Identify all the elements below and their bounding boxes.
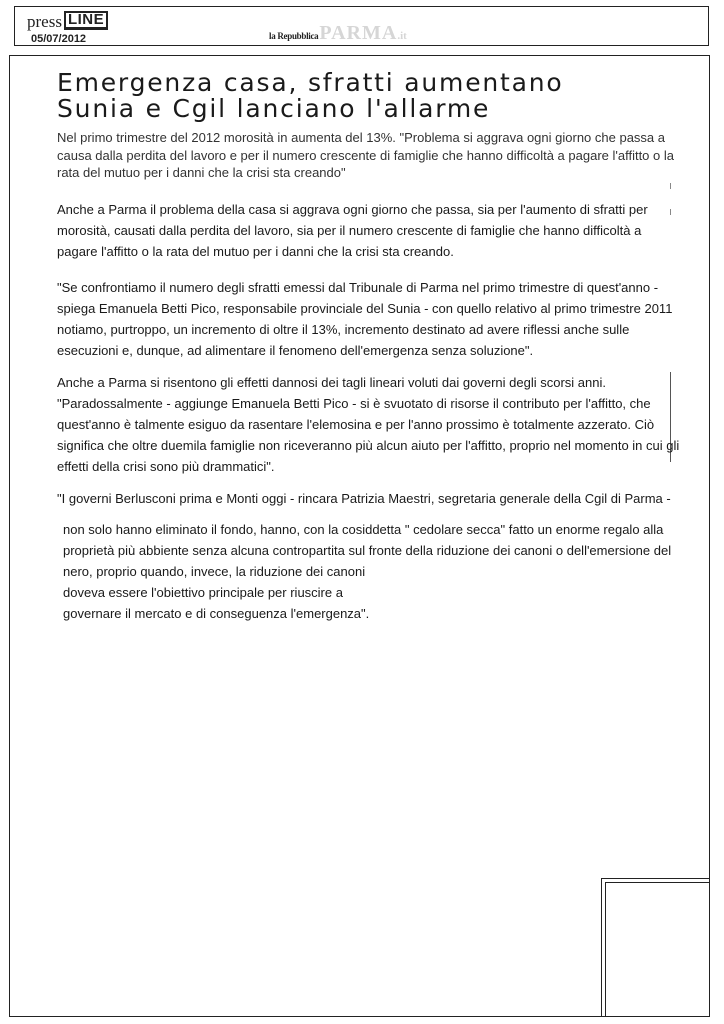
title-line: Sunia e Cgil lanciano l'allarme <box>57 94 491 123</box>
source-city: PARMA <box>319 22 398 44</box>
paragraph-line: quest'anno è talmente esiguo da rasentare l'elemosina e per l'anno prossimo è totalmente azzerato. Ciò <box>57 417 655 432</box>
article-paragraph <box>57 199 677 262</box>
source-publication: la Repubblica <box>269 31 319 41</box>
logo-line-word: LINE <box>64 11 108 30</box>
lead-line: causa dalla perdita del lavoro e per il numero crescente di famiglie che hanno difficoltà a pagare l'affitto o la <box>57 147 674 163</box>
article-title <box>57 70 677 122</box>
margin-mark <box>670 183 671 189</box>
paragraph-line: esecuzioni e, dunque, ad alimentare il fenomeno dell'emergenza senza soluzione". <box>57 343 534 358</box>
header-box <box>14 6 709 46</box>
paragraph-line: spiega Emanuela Betti Pico, responsabile provinciale del Sunia - con quello relativo al primo trimestre 2011 <box>57 301 673 316</box>
pressline-logo <box>27 10 108 30</box>
press-date: 05/07/2012 <box>31 33 87 45</box>
logo-press-word: press <box>27 12 62 31</box>
paragraph-line: "I governi Berlusconi prima e Monti oggi - rincara Patrizia Maestri, segretaria generale della Cgil di Parma - <box>57 491 671 506</box>
paragraph-line: Anche a Parma il problema della casa si aggrava ogni giorno che passa, sia per l'aumento di sfratti per <box>57 202 648 217</box>
article-paragraph <box>63 519 683 624</box>
article-paragraph <box>57 488 677 509</box>
corner-box-inner <box>605 882 710 1017</box>
paragraph-line: notiamo, purtroppo, un incremento di oltre il 13%, incremento destinato ad avere riflessi anche sulle <box>57 322 630 337</box>
lead-line: Nel primo trimestre del 2012 morosità in aumenta del 13%. "Problema si aggrava ogni giorno che passa a <box>57 130 665 145</box>
source-tld: .it <box>397 30 407 42</box>
paragraph-line: "Paradossalmente - aggiunge Emanuela Betti Pico - si è svuotato di risorse il contributo per l'affitto, che <box>57 396 651 411</box>
paragraph-line: effetti della crisi sono più drammatici". <box>57 459 275 474</box>
article-paragraph <box>57 277 677 361</box>
paragraph-line: non solo hanno eliminato il fondo, hanno, con la cosiddetta " cedolare secca" fatto un enorme regalo alla <box>63 522 664 537</box>
paragraph-line: morosità, causati dalla perdita del lavoro, sia per il numero crescente di famiglie che hanno difficoltà a <box>57 223 642 238</box>
paragraph-line: doveva essere l'obiettivo principale per riuscire a <box>63 585 343 600</box>
paragraph-line: governare il mercato e di conseguenza l'emergenza". <box>63 606 370 621</box>
paragraph-line: Anche a Parma si risentono gli effetti dannosi dei tagli lineari voluti dai governi degli scorsi anni. <box>57 375 606 390</box>
article-lead <box>57 129 677 182</box>
paragraph-line: pagare l'affitto o la rata del mutuo per i danni che la crisi sta creando. <box>57 244 454 259</box>
lead-line: rata del mutuo per i danni che la crisi sta creando" <box>57 165 346 180</box>
paragraph-line: proprietà più abbiente senza alcuna contropartita sul fronte della riduzione dei canoni o dell'emersione del <box>63 543 672 558</box>
source-masthead <box>269 22 407 45</box>
paragraph-line: "Se confrontiamo il numero degli sfratti emessi dal Tribunale di Parma nel primo trimestre di quest'anno - <box>57 280 659 295</box>
paragraph-line: nero, proprio quando, invece, la riduzione dei canoni <box>63 564 366 579</box>
paragraph-line: significa che oltre duemila famiglie non riceveranno più alcun aiuto per l'affitto, proprio nel momento in cui gli <box>57 438 680 453</box>
title-line: Emergenza casa, sfratti aumentano <box>57 68 564 97</box>
article-paragraph <box>57 372 680 477</box>
